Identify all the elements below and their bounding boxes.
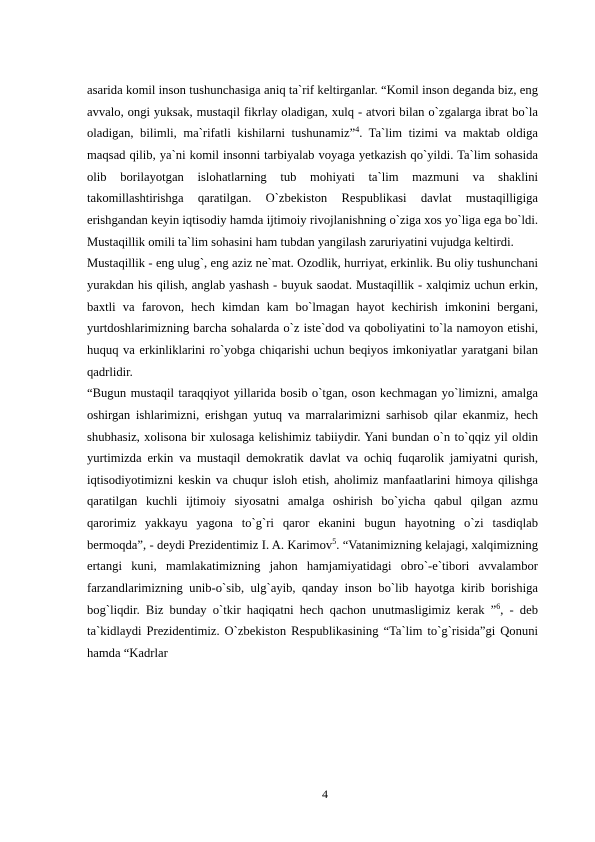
paragraph-text: . Ta`lim tizimi va maktab oldiga maqsad qilib, ya`ni komil insonni tarbiyalab voyaga yetkazish qo`yildi. Ta`lim sohasida olib borilayotgan islohatlarning tub mohiyati ta`lim mazmuni va shaklini takomillashtirishga qaratilgan. O`zbekiston Respublikasi davlat mustaqilligiga erishgandan keyin iqtisodiy hamda ijtimoiy rivojlanishning o`ziga xos yo`liga ega bo`ldi. Mustaqillik omili ta`lim sohasini ham tubdan yangilash zaruriyatini vujudga keltirdi. [87,126,538,249]
paragraph-quotation [87,383,538,665]
footnote-reference: 6 [496,601,501,611]
paragraph-text: . “Vatanimizning kelajagi, xalqimizning ertangi kuni, mamlakatimizning jahon hamjamiyatidagi obro`-e`tibori avvalambor farzandlarimizning unib-o`sib, ulg`ayib, qanday inson bo`lib hayotga kirib borishiga bog`liqdir. Biz bunday o`tkir haqiqatni hech qachon unutmasligimiz kerak ” [87,537,538,617]
paragraph-text: asarida komil inson tushunchasiga aniq ta`rif keltirganlar. “Komil inson deganda biz, eng avvalo, ongi yuksak, mustaqil fikrlay oladigan, xulq - atvori bilan o`zgalarga ibrat bo`la oladigan, bilimli, ma`rifatli kishilarni tushunamiz” [87,83,538,141]
footnote-reference: 4 [355,125,360,135]
paragraph-komil-inson [87,80,538,253]
paragraph-text: “Bugun mustaqil taraqqiyot yillarida bosib o`tgan, oson kechmagan yo`limizni, amalga oshirgan ishlarimizni, erishgan yutuq va marralarimizni sarhisob qilar ekanmiz, hech shubhasiz, xolisona bir xulosaga kelishimiz tabiiydir. Yani bundan o`n to`qqiz yil oldin yurtimizda erkin va mustaqil demokratik davlat va ochiq fuqarolik jamiyatni qurish, iqtisodiyotimizni keskin va chuqur isloh etish, aholimiz manfaatlarini himoya qilishga qaratilgan kuchli ijtimoiy siyosatni amalga oshirish bo`yicha qabul qilgan azmu qarorimiz yakkayu yagona to`g`ri qaror ekanini bugun hayotning o`zi tasdiqlab bermoqda”, - deydi Prezidentimiz I. A. Karimov [87,386,538,552]
paragraph-mustaqillik: Mustaqillik - eng ulug`, eng aziz ne`mat. Ozodlik, hurriyat, erkinlik. Bu oliy tushunchani yurakdan his qilish, anglab yashash - buyuk saodat. Mustaqillik - xalqimiz uchun erkin, baxtli va farovon, hech kimdan kam bo`lmagan hayot kechirish imkonini bergani, yurtdoshlarimizning barcha sohalarda o`z iste`dod va qoboliyatini to`la namoyon etishi, huquq va erkinliklarini ro`yobga chiqarishi uchun beqiyos imkoniyatlar yaratgani bilan qadrlidir. [87,256,538,379]
page-number: 4 [322,787,328,801]
paragraph-text: , - deb ta`kidlaydi Prezidentimiz. O`zbekiston Respublikasining “Ta`lim to`g`risida”gi Qonuni hamda “Kadrlar [87,602,538,661]
footnote-reference: 5 [332,536,337,546]
page-body [87,80,538,665]
